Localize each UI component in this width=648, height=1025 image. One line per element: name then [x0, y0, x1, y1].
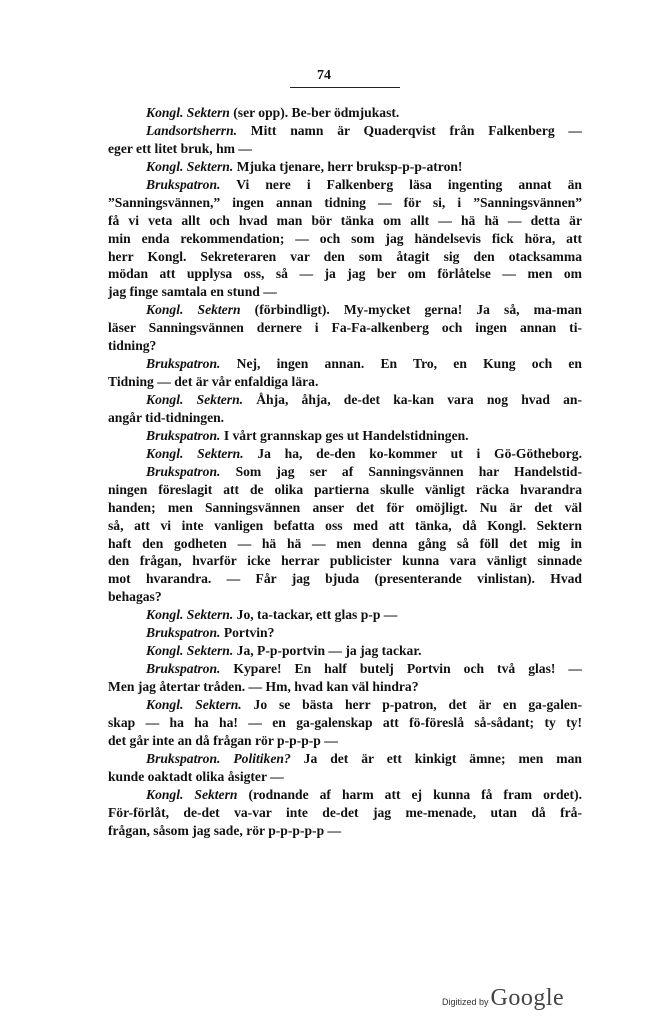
speaker-name: Kongl. Sektern.	[146, 445, 244, 461]
google-logo: Google	[490, 985, 565, 1011]
digitized-by-label: Digitized by	[442, 997, 489, 1007]
line-text: mödan att upplysa oss, så — ja jag ber om förlåtelse — men om	[108, 266, 582, 282]
line-text: så, att vi inte vanligen befatta oss med att tänka, då Kongl. Sektern	[108, 517, 582, 533]
text-line	[108, 642, 582, 660]
line-text: herr Kongl. Sekreteraren var den som åtagit sig den otacksamma	[108, 248, 582, 264]
line-text: Ja, P-p-portvin — ja jag tackar.	[233, 643, 422, 659]
page-number: 74	[317, 68, 331, 83]
text-line	[108, 499, 582, 517]
line-text: frågan, såsom jag sade, rör p-p-p-p-p —	[108, 822, 342, 838]
text-line	[108, 248, 582, 266]
speaker-name: Kongl. Sektern.	[146, 643, 234, 659]
page-number-rule	[290, 87, 400, 88]
speaker-name: Kongl. Sektern	[146, 786, 238, 802]
line-text: Tidning — det är vår enfaldiga lära.	[108, 374, 319, 390]
text-line	[108, 176, 582, 194]
line-text: behagas?	[108, 589, 162, 605]
line-text: få vi veta allt och hvad man bör tänka om allt — hä hä — detta är	[108, 212, 582, 228]
text-line	[108, 768, 582, 786]
speaker-name: Kongl. Sektern.	[146, 392, 244, 407]
line-text: Kypare! En half butelj Portvin och två glas! —	[220, 661, 582, 677]
text-line	[108, 714, 582, 732]
text-line	[108, 445, 582, 463]
text-line	[108, 104, 582, 122]
line-text: skap — ha ha ha! — en ga-galenskap att fö-föreslå så-sådant; ty ty!	[108, 714, 582, 730]
line-text: ningen föreslagit att de olika partierna skulle vänligt räcka hvarandra	[108, 481, 582, 497]
text-line	[108, 535, 582, 553]
text-line	[108, 158, 582, 176]
speaker-name: Brukspatron.	[146, 176, 221, 192]
text-line	[108, 822, 582, 840]
text-line	[108, 588, 582, 606]
line-text: haft den godheten — hä hä — men denna gång så föll det mig in	[108, 535, 582, 551]
speaker-name: Kongl. Sektern	[146, 302, 241, 318]
digitized-footer	[442, 985, 564, 1012]
text-line	[108, 427, 582, 445]
line-text: eger ett litet bruk, hm —	[108, 140, 252, 156]
text-line	[108, 606, 582, 624]
text-line	[108, 140, 582, 158]
line-text: (ser opp). Be-ber ödmjukast.	[229, 105, 400, 120]
line-text: angår tid-tidningen.	[108, 409, 225, 425]
line-text: jag finge samtala en stund —	[108, 284, 277, 300]
text-line	[108, 194, 582, 212]
line-text: Som jag ser af Sanningsvännen har Handelstid-	[220, 463, 582, 479]
text-block	[108, 104, 582, 839]
text-line	[108, 624, 582, 642]
line-text: ”Sanningsvännen,” ingen annan tidning — för si, i ”Sanningsvännen”	[108, 194, 582, 210]
text-line	[108, 122, 582, 140]
line-text: Mitt namn är Quaderqvist från Falkenberg —	[237, 122, 582, 138]
line-text: Men jag återtar tråden. — Hm, hvad kan väl hindra?	[108, 679, 419, 694]
line-text: (förbindligt). My-mycket gerna! Ja så, ma-man	[240, 302, 582, 318]
speaker-name: Kongl. Sektern	[146, 105, 230, 120]
text-line	[108, 212, 582, 230]
text-line	[108, 283, 582, 301]
speaker-name: Landsortsherrn.	[146, 122, 238, 138]
text-line	[108, 230, 582, 248]
line-text: För-förlåt, de-det va-var inte de-det jag me-menade, utan då frå-	[108, 804, 582, 820]
speaker-name: Brukspatron.	[146, 463, 221, 479]
speaker-name: Kongl. Sektern.	[146, 158, 234, 174]
speaker-name: Brukspatron. Politiken?	[146, 750, 291, 766]
text-line	[108, 804, 582, 822]
text-line	[108, 409, 582, 427]
speaker-name: Kongl. Sektern.	[146, 696, 242, 712]
text-line	[108, 265, 582, 283]
speaker-name: Brukspatron.	[146, 356, 221, 372]
text-line	[108, 750, 582, 768]
line-text: Ja ha, de-den ko-kommer ut i Gö-Götheborg.	[243, 445, 582, 461]
text-line	[108, 786, 582, 804]
text-line	[108, 552, 582, 570]
line-text: det går inte an då frågan rör p-p-p-p —	[108, 732, 338, 748]
text-line	[108, 355, 582, 373]
line-text: min enda rekommendation; — och som jag händelsevis fick höra, att	[108, 230, 582, 246]
line-text: Jo se bästa herr p-patron, det är en ga-galen-	[241, 696, 582, 712]
text-line	[108, 373, 582, 391]
line-text: Jo, ta-tackar, ett glas p-p —	[233, 607, 398, 623]
line-text: tidning?	[108, 338, 157, 354]
text-line	[108, 660, 582, 678]
text-line	[108, 391, 582, 409]
line-text: Vi nere i Falkenberg läsa ingenting annat än	[220, 176, 582, 192]
line-text: Nej, ingen annan. En Tro, en Kung och en	[220, 356, 582, 372]
line-text: Portvin?	[220, 625, 275, 641]
line-text: Mjuka tjenare, herr bruksp-p-p-atron!	[233, 158, 463, 174]
text-line	[108, 319, 582, 337]
text-line	[108, 517, 582, 535]
line-text: handen; men Sanningsvännen anser det för omöjligt. Nu är det väl	[108, 499, 582, 515]
text-line	[108, 732, 582, 750]
line-text: Ja det är ett kinkigt ämne; men man	[290, 750, 582, 766]
text-line	[108, 678, 582, 696]
text-line	[108, 696, 582, 714]
text-line	[108, 337, 582, 355]
speaker-name: Brukspatron.	[146, 661, 221, 677]
line-text: läser Sanningsvännen dernere i Fa-Fa-alkenberg och ingen annan ti-	[108, 320, 582, 336]
line-text: (rodnande af harm att ej kunna få fram ordet).	[237, 786, 582, 802]
text-line	[108, 463, 582, 481]
text-line	[108, 481, 582, 499]
line-text: Åhja, åhja, de-det ka-kan vara nog hvad an-	[243, 392, 582, 407]
line-text: mot hvarandra. — Får jag bjuda (presenterande vinlistan). Hvad	[108, 571, 582, 587]
speaker-name: Brukspatron.	[146, 427, 221, 443]
text-line	[108, 301, 582, 319]
line-text: den frågan, hvarför icke herrar publicister kunna vara vänligt sinnade	[108, 553, 582, 569]
line-text: I vårt grannskap ges ut Handelstidningen.	[220, 427, 469, 443]
speaker-name: Kongl. Sektern.	[146, 607, 234, 623]
line-text: kunde oaktadt olika åsigter —	[108, 768, 284, 784]
text-line	[108, 570, 582, 588]
speaker-name: Brukspatron.	[146, 625, 221, 641]
